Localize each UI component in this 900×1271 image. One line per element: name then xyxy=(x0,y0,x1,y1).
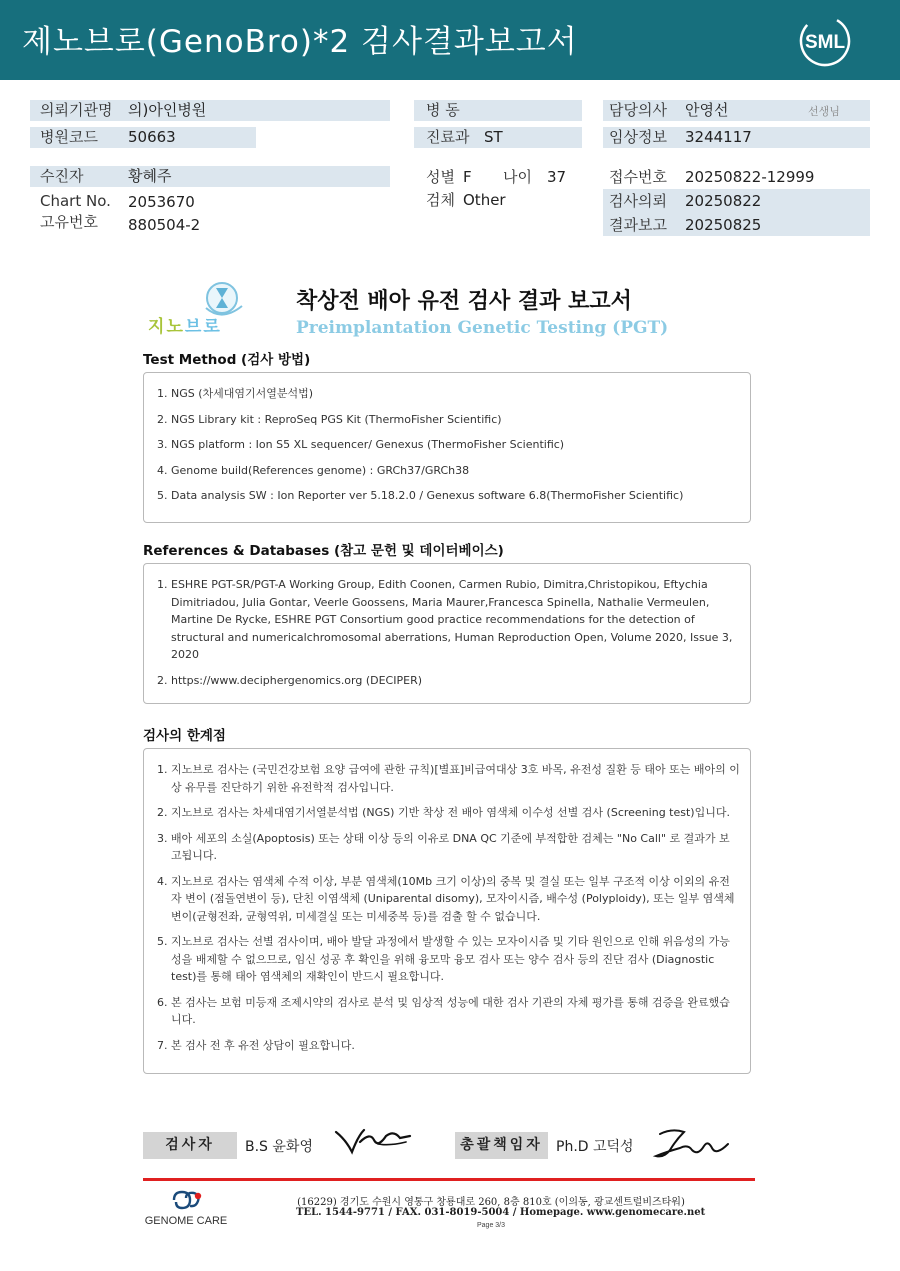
sex-label: 성별 xyxy=(426,168,455,186)
request-value: 20250822 xyxy=(685,192,762,210)
method-box xyxy=(143,372,751,523)
clinical-label: 임상정보 xyxy=(609,128,667,146)
age-value: 37 xyxy=(547,168,567,186)
footer-address: (16229) 경기도 수원시 영통구 창룡대로 260, 8층 810호 (이의동, 광교센트럴비즈타워) xyxy=(297,1197,685,1208)
institution-label: 의뢰기관명 xyxy=(40,101,113,119)
refs-box xyxy=(143,563,751,704)
limits-item: 6. 본 검사는 보험 미등재 조제시약의 검사로 분석 및 임상적 성능에 대한 검사 기관의 자체 평가를 통해 검증을 완료했습니다. xyxy=(157,995,730,1026)
method-item: 1. NGS (차세대염기서열분석법) xyxy=(157,387,314,400)
refs-heading: References & Databases (참고 문헌 및 데이터베이스) xyxy=(143,543,504,559)
genobro-logo xyxy=(146,278,258,338)
report-title: 제노브로(GenoBro)*2 검사결과보고서 xyxy=(22,24,578,60)
method-item: 2. NGS Library kit : ReproSeq PGS Kit (ThermoFisher Scientific) xyxy=(157,412,502,426)
footer-contact: TEL. 1544-9771 / FAX. 031-8019-5004 / Homepage. www.genomecare.net xyxy=(296,1207,706,1218)
request-label: 검사의뢰 xyxy=(609,192,667,210)
report-main-title: 착상전 배아 유전 검사 결과 보고서 xyxy=(296,289,632,314)
page-number: Page 3/3 xyxy=(476,1222,506,1229)
hospital-code-label: 병원코드 xyxy=(40,128,98,146)
director-name: Ph.D 고덕성 xyxy=(556,1139,634,1155)
doctor-value: 안영선 xyxy=(685,101,729,119)
director-signature xyxy=(650,1126,732,1160)
report-sub-title: Preimplantation Genetic Testing (PGT) xyxy=(296,318,669,338)
hospital-code-value: 50663 xyxy=(128,128,176,146)
method-heading: Test Method (검사 방법) xyxy=(143,352,311,368)
age-label: 나이 xyxy=(503,168,532,186)
chart-label: Chart No. xyxy=(40,192,111,210)
director-label: 총괄책임자 xyxy=(455,1132,548,1159)
report-date-value: 20250825 xyxy=(685,216,762,234)
receipt-value: 20250822-12999 xyxy=(685,168,815,186)
method-item: 3. NGS platform : Ion S5 XL sequencer/ Genexus (ThermoFisher Scientific) xyxy=(157,438,565,451)
patient-label: 수진자 xyxy=(40,167,84,185)
header-bar xyxy=(0,0,900,80)
limits-item: 2. 지노브로 검사는 차세대염기서열분석법 (NGS) 기반 착상 전 배아 염색체 이수성 선별 검사 (Screening test)입니다. xyxy=(157,806,730,819)
sml-logo-text: SML xyxy=(804,32,846,53)
specimen-label: 검체 xyxy=(426,191,455,209)
sex-value: F xyxy=(463,168,472,186)
refs-item: 1. ESHRE PGT-SR/PGT-A Working Group, Edith Coonen, Carmen Rubio, Dimitra,Christopikou, Eftychia Dimitriadou, Julia Gontar, Veerle Goossens, Maria Maurer,Francesca Spinella, Nathalie Vermeulen, Martine De Rycke, ESHRE PGT Consortium good practice recommendations for the detection of structural and numericalchromosomal aberrations, Human Reproduction Open, Volume 2020, Issue 3, 2020 xyxy=(157,578,733,661)
ward-label: 병 동 xyxy=(426,101,460,119)
patient-value: 황혜주 xyxy=(128,167,172,185)
examiner-name: B.S 윤화영 xyxy=(245,1139,313,1155)
sml-logo xyxy=(798,14,852,68)
clinical-value: 3244117 xyxy=(685,128,752,146)
limits-item: 4. 지노브로 검사는 염색체 수적 이상, 부분 염색체(10Mb 크기 이상)의 중복 및 결실 또는 일부 구조적 이상 이외의 유전자 변이 (점돌연변이 등), 단친 이염색체 (Uniparental disomy), 모자이시즘, 배수성 (Polyploidy), 또는 일부 염색체 변이(균형전좌, 균형역위, 미세결실 또는 미세중복 등)를 검출 할 수 없습니다. xyxy=(157,874,735,923)
limits-heading: 검사의 한계점 xyxy=(143,728,226,744)
unique-value: 880504-2 xyxy=(128,216,201,234)
doctor-suffix: 선생님 xyxy=(808,105,840,118)
doctor-label: 담당의사 xyxy=(609,101,667,119)
limits-item: 1. 지노브로 검사는 (국민건강보험 요양 급여에 관한 규칙)[별표]비급여대상 3호 바목, 유전성 질환 등 태아 또는 배아의 이상 유무를 진단하기 위한 유전학적 검사입니다. xyxy=(157,763,740,794)
examiner-label: 검사자 xyxy=(143,1132,237,1159)
genome-care-logo xyxy=(140,1190,232,1230)
dept-value: ST xyxy=(484,128,503,146)
genome-care-logo-text: GENOME CARE xyxy=(144,1215,228,1227)
unique-label: 고유번호 xyxy=(40,213,98,231)
report-date-label: 결과보고 xyxy=(609,216,667,234)
dept-label: 진료과 xyxy=(426,128,470,146)
limits-item: 3. 배아 세포의 소실(Apoptosis) 또는 상태 이상 등의 이유로 DNA QC 기준에 부적합한 검체는 "No Call" 로 결과가 보고됩니다. xyxy=(157,831,730,862)
footer-divider xyxy=(143,1178,755,1181)
receipt-label: 접수번호 xyxy=(609,168,667,186)
examiner-signature xyxy=(334,1126,414,1158)
chart-value: 2053670 xyxy=(128,193,195,211)
genobro-logo-text: 지노브로 xyxy=(148,317,222,337)
method-item: 4. Genome build(References genome) : GRCh37/GRCh38 xyxy=(157,463,470,477)
limits-box xyxy=(143,748,751,1074)
limits-item: 5. 지노브로 검사는 선별 검사이며, 배아 발달 과정에서 발생할 수 있는 모자이시즘 및 기타 원인으로 인해 위음성의 가능성을 배제할 수 없으므로, 임신 성공 후 확인을 위해 융모막 융모 검사 또는 양수 검사 등의 진단 검사 (Diagnostic test)를 통해 태아 염색체의 재확인이 반드시 필요합니다. xyxy=(157,935,730,983)
limits-item: 7. 본 검사 전 후 유전 상담이 필요합니다. xyxy=(157,1038,355,1052)
institution-value: 의)아인병원 xyxy=(128,101,207,119)
specimen-value: Other xyxy=(463,191,506,209)
refs-item: 2. https://www.deciphergenomics.org (DECIPER) xyxy=(157,673,423,687)
patient-bar xyxy=(30,166,390,187)
method-item: 5. Data analysis SW : Ion Reporter ver 5.18.2.0 / Genexus software 6.8(ThermoFisher Scientific) xyxy=(157,489,684,502)
